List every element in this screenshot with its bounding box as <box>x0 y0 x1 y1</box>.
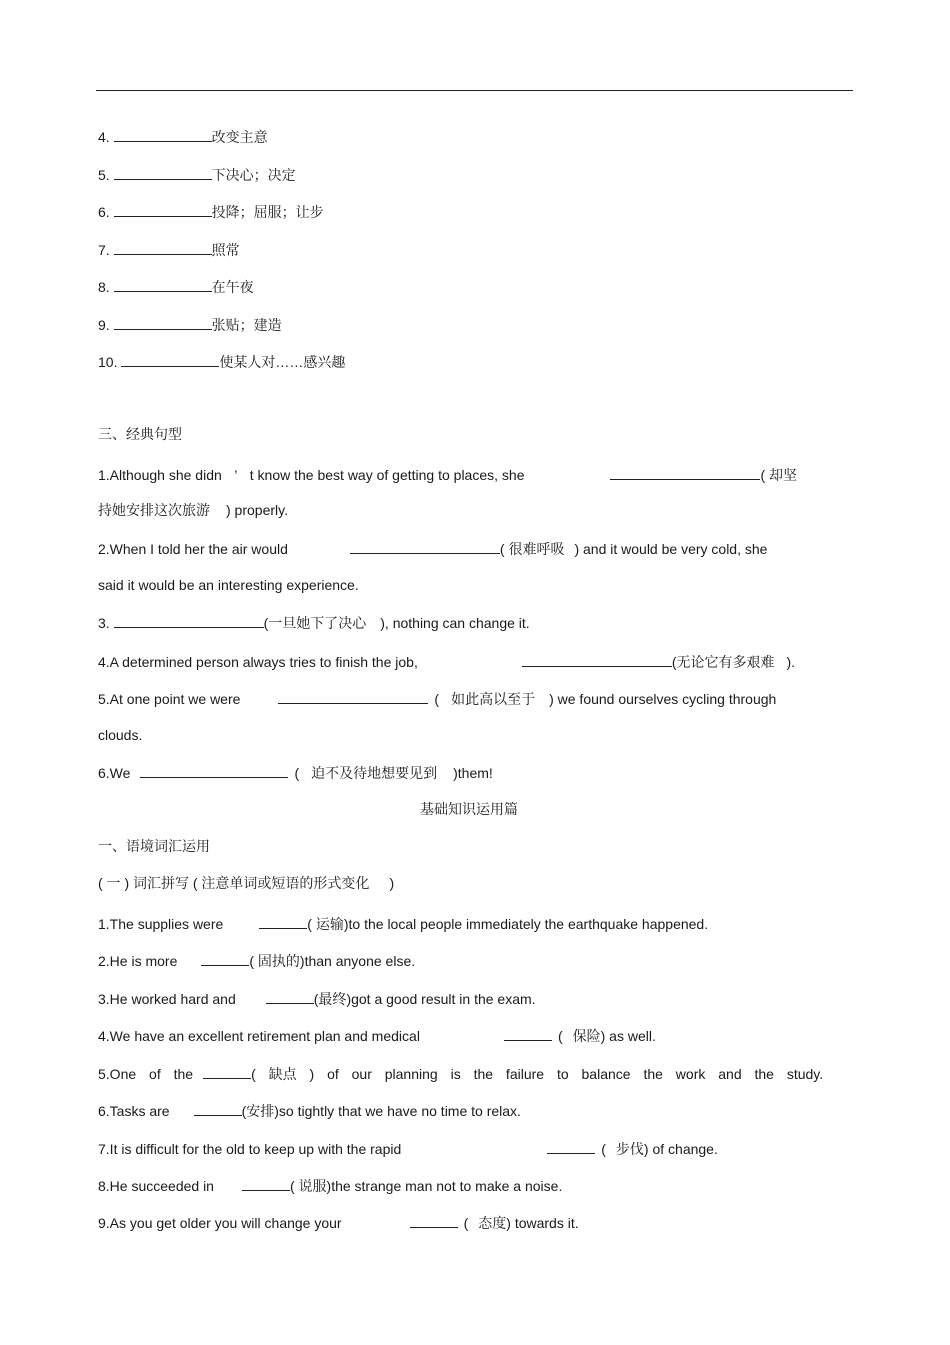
vocab-item: 7.It is difficult for the old to keep up with the rapid ( 步伐) of change. <box>98 1138 718 1158</box>
sentence-3: 3. (一旦她下了决心 ), nothing can change it. <box>98 612 530 632</box>
sentence-1: 1.Although she didn ’ t know the best way of getting to places, she ( 却坚 <box>98 464 843 484</box>
answer-blank[interactable] <box>114 612 264 628</box>
answer-blank[interactable] <box>350 538 500 554</box>
answer-blank[interactable] <box>201 950 249 966</box>
header-rule <box>96 90 853 91</box>
vocab-item: 2.He is more ( 固执的)than anyone else. <box>98 950 415 970</box>
part-title: 基础知识运用篇 <box>420 801 518 817</box>
vocab-item: 3.He worked hard and (最终)got a good result in the exam. <box>98 988 536 1008</box>
answer-blank[interactable] <box>547 1138 595 1154</box>
answer-blank[interactable] <box>194 1100 242 1116</box>
sentence-6: 6.We ( 迫不及待地想要见到 )them! <box>98 762 493 782</box>
answer-blank[interactable] <box>410 1212 458 1228</box>
answer-blank[interactable] <box>114 201 212 217</box>
section-title: 三、经典句型 <box>98 426 182 442</box>
phrase-item: 9. 张贴；建造 <box>98 314 282 334</box>
answer-blank[interactable] <box>140 762 288 778</box>
answer-blank[interactable] <box>121 351 219 367</box>
sentence-2: 2.When I told her the air would ( 很难呼吸 ) and it would be very cold, she <box>98 538 767 558</box>
answer-blank[interactable] <box>266 988 314 1004</box>
sentence-2-cont: said it would be an interesting experience. <box>98 577 359 593</box>
phrase-item: 10. 使某人对……感兴趣 <box>98 351 345 371</box>
answer-blank[interactable] <box>504 1025 552 1041</box>
vocab-item: 8.He succeeded in ( 说服)the strange man not to make a noise. <box>98 1175 562 1195</box>
vocab-item: 9.As you get older you will change your ( 态度) towards it. <box>98 1212 579 1232</box>
answer-blank[interactable] <box>114 276 212 292</box>
section-title: 一、语境词汇运用 <box>98 838 210 854</box>
phrase-item: 6. 投降；屈服；让步 <box>98 201 324 221</box>
answer-blank[interactable] <box>522 651 672 667</box>
sentence-5-cont: clouds. <box>98 727 143 743</box>
vocab-item: 5.One of the ( 缺点 ) of our planning is the failure to balance the work and the study. <box>98 1063 823 1083</box>
phrase-item: 4. 改变主意 <box>98 126 268 146</box>
answer-blank[interactable] <box>610 464 760 480</box>
sub-title: ( 一 ) 词汇拼写 ( 注意单词或短语的形式变化 ) <box>98 875 395 891</box>
sentence-5: 5.At one point we were ( 如此高以至于 ) we found ourselves cycling through <box>98 688 776 708</box>
answer-blank[interactable] <box>114 126 212 142</box>
sentence-4: 4.A determined person always tries to finish the job, (无论它有多艰难 ). <box>98 651 795 671</box>
answer-blank[interactable] <box>259 913 307 929</box>
answer-blank[interactable] <box>114 314 212 330</box>
answer-blank[interactable] <box>278 688 428 704</box>
vocab-item: 4.We have an excellent retirement plan and medical ( 保险) as well. <box>98 1025 656 1045</box>
answer-blank[interactable] <box>114 239 212 255</box>
phrase-item: 8. 在午夜 <box>98 276 254 296</box>
phrase-item: 5. 下决心；决定 <box>98 164 296 184</box>
answer-blank[interactable] <box>203 1063 251 1079</box>
answer-blank[interactable] <box>242 1175 290 1191</box>
vocab-item: 1.The supplies were ( 运输)to the local people immediately the earthquake happened. <box>98 913 708 933</box>
phrase-item: 7. 照常 <box>98 239 240 259</box>
vocab-item: 6.Tasks are (安排)so tightly that we have no time to relax. <box>98 1100 521 1120</box>
sentence-1-cont: 持她安排这次旅游 ) properly. <box>98 502 288 518</box>
answer-blank[interactable] <box>114 164 212 180</box>
